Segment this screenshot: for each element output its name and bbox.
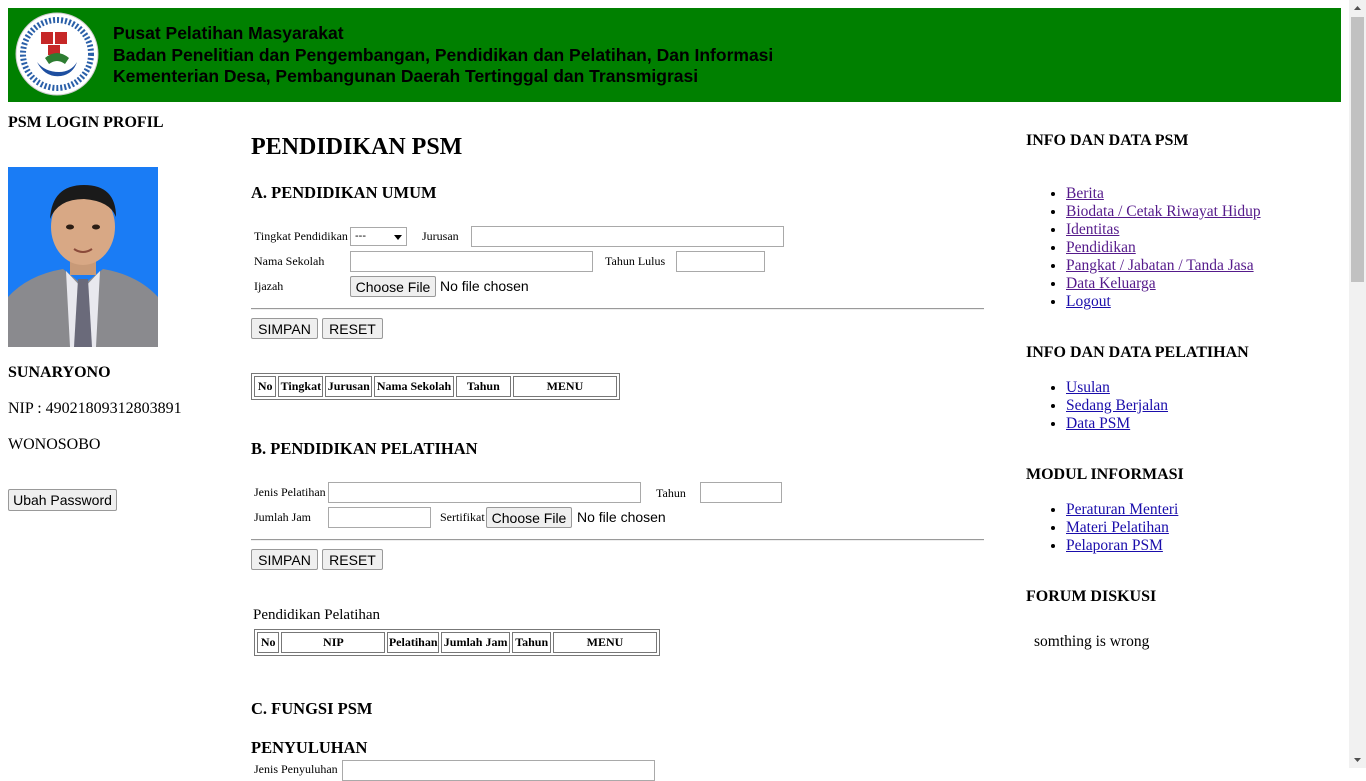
jenis-penyuluhan-input[interactable] <box>342 760 655 781</box>
scroll-thumb[interactable] <box>1351 17 1364 282</box>
info-psm-title: INFO DAN DATA PSM <box>1026 132 1189 149</box>
logout-link[interactable]: Logout <box>1066 293 1111 310</box>
col-tahun: Tahun <box>456 376 511 397</box>
user-nip: NIP : 49021809312803891 <box>8 400 182 417</box>
col-nama-sekolah: Nama Sekolah <box>374 376 454 397</box>
col-tahun: Tahun <box>512 632 551 653</box>
scroll-down-arrow-icon[interactable] <box>1349 751 1366 768</box>
pelaporan-psm-link[interactable]: Pelaporan PSM <box>1066 537 1163 554</box>
tahun-lulus-label: Tahun Lulus <box>605 254 666 268</box>
page-scrollbar[interactable] <box>1349 0 1366 768</box>
col-jurusan: Jurusan <box>325 376 372 397</box>
sertifikat-file-status: No file chosen <box>577 509 666 525</box>
col-no: No <box>254 376 276 397</box>
section-a-title: A. PENDIDIKAN UMUM <box>251 183 437 202</box>
menu-item-pelaporan <box>1066 537 1178 555</box>
menu-item-berita <box>1066 185 1261 203</box>
jurusan-label: Jurusan <box>422 229 459 243</box>
tahun-lulus-input[interactable] <box>676 251 765 272</box>
modul-informasi-menu <box>1026 501 1178 555</box>
forum-message: somthing is wrong <box>1034 633 1150 650</box>
page-title: PENDIDIKAN PSM <box>251 134 463 160</box>
materi-pelatihan-link[interactable]: Materi Pelatihan <box>1066 519 1169 536</box>
tingkat-select-value: --- <box>355 230 366 242</box>
nama-sekolah-input[interactable] <box>350 251 593 272</box>
jurusan-input[interactable] <box>471 226 784 247</box>
col-menu: MENU <box>553 632 657 653</box>
reset-button-b[interactable]: RESET <box>322 549 383 570</box>
ijazah-file-status: No file chosen <box>440 278 529 294</box>
pendidikan-pelatihan-table <box>254 629 660 656</box>
pendidikan-link[interactable]: Pendidikan <box>1066 239 1136 256</box>
jumlah-jam-input[interactable] <box>328 507 431 528</box>
col-jumlah-jam: Jumlah Jam <box>441 632 510 653</box>
save-button-b[interactable]: SIMPAN <box>251 549 318 570</box>
menu-item-materi <box>1066 519 1178 537</box>
section-a-divider <box>251 308 984 310</box>
menu-item-identitas <box>1066 221 1261 239</box>
modul-informasi-title: MODUL INFORMASI <box>1026 466 1184 483</box>
jumlah-jam-label: Jumlah Jam <box>254 510 311 524</box>
profile-photo <box>8 167 158 347</box>
forum-diskusi-title: FORUM DISKUSI <box>1026 588 1157 605</box>
col-tingkat: Tingkat <box>278 376 323 397</box>
menu-item-data-psm <box>1066 415 1168 433</box>
menu-item-peraturan <box>1066 501 1178 519</box>
tahun-input[interactable] <box>700 482 782 503</box>
sertifikat-choose-file-button[interactable]: Choose File <box>486 507 572 528</box>
info-psm-menu <box>1026 185 1261 311</box>
col-no: No <box>257 632 279 653</box>
col-nip: NIP <box>281 632 385 653</box>
jenis-pelatihan-label: Jenis Pelatihan <box>254 485 326 499</box>
menu-item-keluarga <box>1066 275 1261 293</box>
ijazah-choose-file-button[interactable]: Choose File <box>350 276 436 297</box>
sertifikat-label: Sertifikat <box>440 510 485 524</box>
table-header-row <box>254 376 617 397</box>
reset-button-a[interactable]: RESET <box>322 318 383 339</box>
berita-link[interactable]: Berita <box>1066 185 1104 202</box>
ministry-logo <box>15 12 99 96</box>
scroll-up-arrow-icon[interactable] <box>1349 0 1366 17</box>
biodata-link[interactable]: Biodata / Cetak Riwayat Hidup <box>1066 203 1261 220</box>
info-pelatihan-menu <box>1026 379 1168 433</box>
menu-item-biodata <box>1066 203 1261 221</box>
section-b-title: B. PENDIDIKAN PELATIHAN <box>251 439 478 458</box>
penyuluhan-title: PENYULUHAN <box>251 738 368 757</box>
menu-item-pendidikan <box>1066 239 1261 257</box>
menu-item-logout <box>1066 293 1261 311</box>
sedang-berjalan-link[interactable]: Sedang Berjalan <box>1066 397 1169 414</box>
tingkat-select[interactable] <box>350 227 407 246</box>
data-psm-link[interactable]: Data PSM <box>1066 415 1131 432</box>
info-pelatihan-title: INFO DAN DATA PELATIHAN <box>1026 344 1249 361</box>
jenis-penyuluhan-label: Jenis Penyuluhan <box>254 762 338 776</box>
menu-item-usulan <box>1066 379 1168 397</box>
ijazah-label: Ijazah <box>254 279 284 293</box>
save-button-a[interactable]: SIMPAN <box>251 318 318 339</box>
pendidikan-umum-table <box>251 373 620 400</box>
user-name: SUNARYONO <box>8 364 111 381</box>
chevron-down-icon <box>393 230 403 248</box>
section-c-title: C. FUNGSI PSM <box>251 699 373 718</box>
peraturan-menteri-link[interactable]: Peraturan Menteri <box>1066 501 1179 518</box>
nama-sekolah-label: Nama Sekolah <box>254 254 325 268</box>
tahun-label: Tahun <box>656 486 686 500</box>
data-keluarga-link[interactable]: Data Keluarga <box>1066 275 1156 292</box>
user-location: WONOSOBO <box>8 436 101 453</box>
pangkat-link[interactable]: Pangkat / Jabatan / Tanda Jasa <box>1066 257 1254 274</box>
section-b-divider <box>251 539 984 541</box>
change-password-button[interactable]: Ubah Password <box>8 489 117 511</box>
pelatihan-table-caption: Pendidikan Pelatihan <box>253 607 381 623</box>
table-header-row <box>257 632 657 653</box>
usulan-link[interactable]: Usulan <box>1066 379 1110 396</box>
menu-item-sedang-berjalan <box>1066 397 1168 415</box>
header-line-2: Badan Penelitian dan Pengembangan, Pendidikan dan Pelatihan, Dan Informasi <box>113 44 774 65</box>
identitas-link[interactable]: Identitas <box>1066 221 1120 238</box>
menu-item-pangkat <box>1066 257 1261 275</box>
site-header <box>8 8 1341 102</box>
header-line-1: Pusat Pelatihan Masyarakat <box>113 23 344 43</box>
jenis-pelatihan-input[interactable] <box>328 482 641 503</box>
tingkat-label: Tingkat Pendidikan <box>254 229 348 243</box>
col-pelatihan: Pelatihan <box>387 632 439 653</box>
col-menu: MENU <box>513 376 617 397</box>
login-profile-title: PSM LOGIN PROFIL <box>8 114 164 131</box>
header-line-3: Kementerian Desa, Pembangunan Daerah Tertinggal dan Transmigrasi <box>113 66 699 86</box>
header-title <box>113 23 773 88</box>
